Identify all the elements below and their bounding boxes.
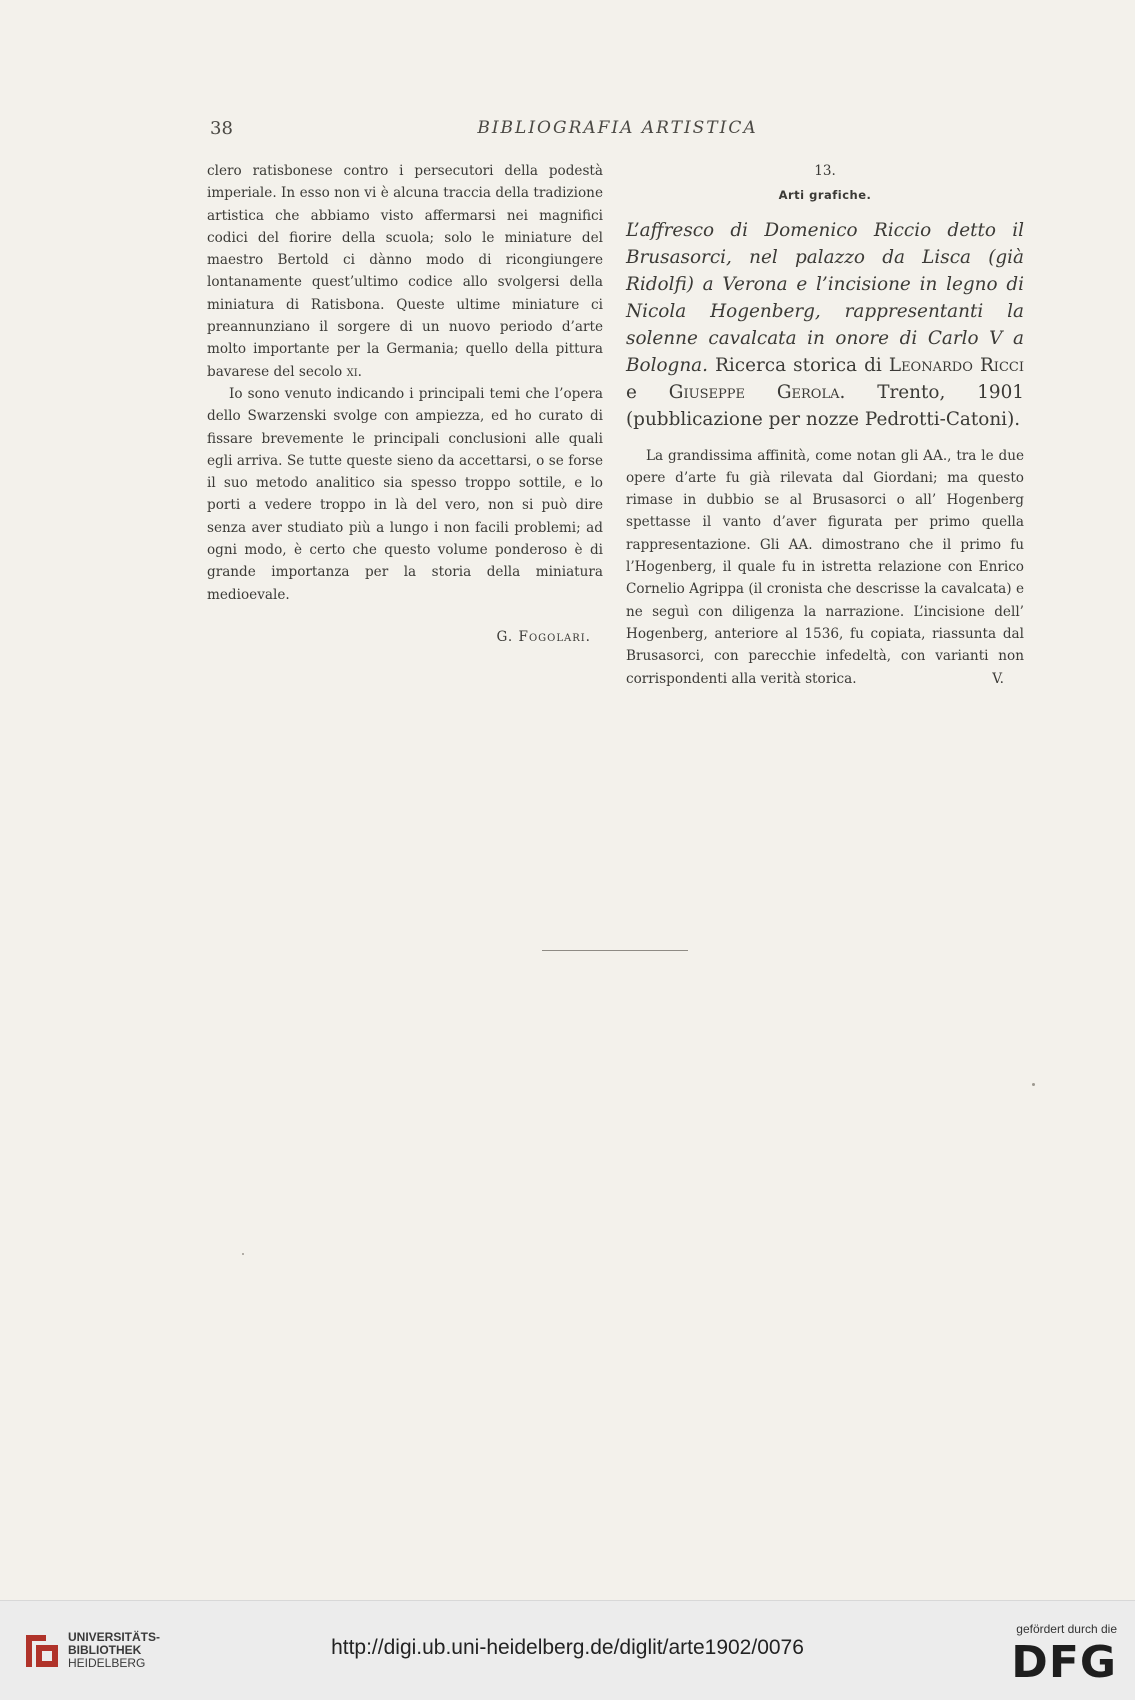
right-column	[626, 160, 1024, 690]
library-name: UNIVERSITÄTS- BIBLIOTHEK HEIDELBERG	[68, 1630, 161, 1670]
permalink-url[interactable]: http://digi.ub.uni-heidelberg.de/diglit/arte1902/0076	[331, 1636, 804, 1659]
citation-connector: e	[626, 381, 637, 403]
left-column	[207, 160, 603, 648]
citation-details: . Trento, 1901 (pubblicazione per nozze Pedrotti-Catoni).	[626, 381, 1024, 430]
paragraph: Io sono venuto indicando i principali temi che l’opera dello Swarzenski svolge con ampiezza, ed ho curato di fissare brevemente le principali conclusioni alle quali egli arriva. Se tutte queste sieno da accettarsi, o se forse il suo metodo analitico sia spesso troppo sottile, e lo porti a vedere troppo in là del vero, non si può dire senza aver studiato più a lungo i non facili problemi; ad ogni modo, è certo che questo volume ponderoso è di grande importanza per la storia della miniatura medioevale.	[207, 385, 603, 603]
dfg-logo: DFG	[1011, 1637, 1117, 1688]
review	[626, 445, 1024, 690]
citation	[626, 217, 1024, 433]
author-name: Leonardo Ricci	[888, 354, 1024, 376]
sponsor-note: gefördert durch die	[1016, 1622, 1117, 1636]
author-signature: G. Fogolari.	[496, 628, 591, 645]
page-number: 38	[210, 118, 233, 139]
section-divider	[542, 950, 688, 951]
scan-speck	[242, 1253, 244, 1255]
paragraph	[207, 160, 603, 383]
entry-number: 13.	[814, 163, 836, 179]
author-name: Giuseppe Gerola	[668, 381, 840, 403]
scan-speck	[1032, 1083, 1035, 1086]
review-paragraph	[626, 445, 1024, 690]
review-signature: V.	[992, 670, 1004, 687]
section-label: Arti grafiche.	[778, 188, 872, 203]
citation-title: L’affresco di Domenico Riccio detto il Brusasorci, nel palazzo da Lisca (già Ridolfi) a Verona e l’incisione in legno di Nicola Hogenberg, rappresentanti la solenne cavalcata in onore di Carlo V a Bologna.	[626, 219, 1024, 376]
century-numeral: xi.	[346, 363, 362, 380]
journal-title: BIBLIOGRAFIA ARTISTICA	[477, 118, 758, 138]
viewer-footer	[0, 1600, 1135, 1700]
paragraph-text: clero ratisbonese contro i persecutori della podestà imperiale. In esso non vi è alcuna traccia della tradizione artistica che abbiamo visto affermarsi nei magnifici codici del fiorire della scuola; solo le miniature del maestro Bertold ci dànno modo di ricongiungere lontanamente quest’ultimo codice allo svolgersi della miniatura di Ratisbona. Queste ultime miniature ci preannunziano il sorgere di un nuovo periodo d’arte molto importante per la Germania; quello della pittura bavarese del secolo	[207, 163, 603, 380]
review-text: La grandissima affinità, come notan gli AA., tra le due opere d’arte fu già rilevata dal Giordani; ma questo rimase in dubbio se al Brusasorci o all’ Hogenberg spettasse il vanto d’aver figurata per primo quella rappresentazione. Gli AA. dimostrano che il primo fu l’Hogenberg, il quale fu in istretta relazione con Enrico Cornelio Agrippa (il cronista che descrisse la cavalcata) e ne seguì con diligenza la narrazione. L’incisione dell’ Hogenberg, anteriore al 1536, fu copiata, riassunta dal Brusasorci, con parecchie infedeltà, con varianti non corrispondenti alla verità storica.	[626, 447, 1024, 687]
citation-pre: Ricerca storica di	[715, 354, 882, 376]
running-head	[210, 118, 1025, 140]
